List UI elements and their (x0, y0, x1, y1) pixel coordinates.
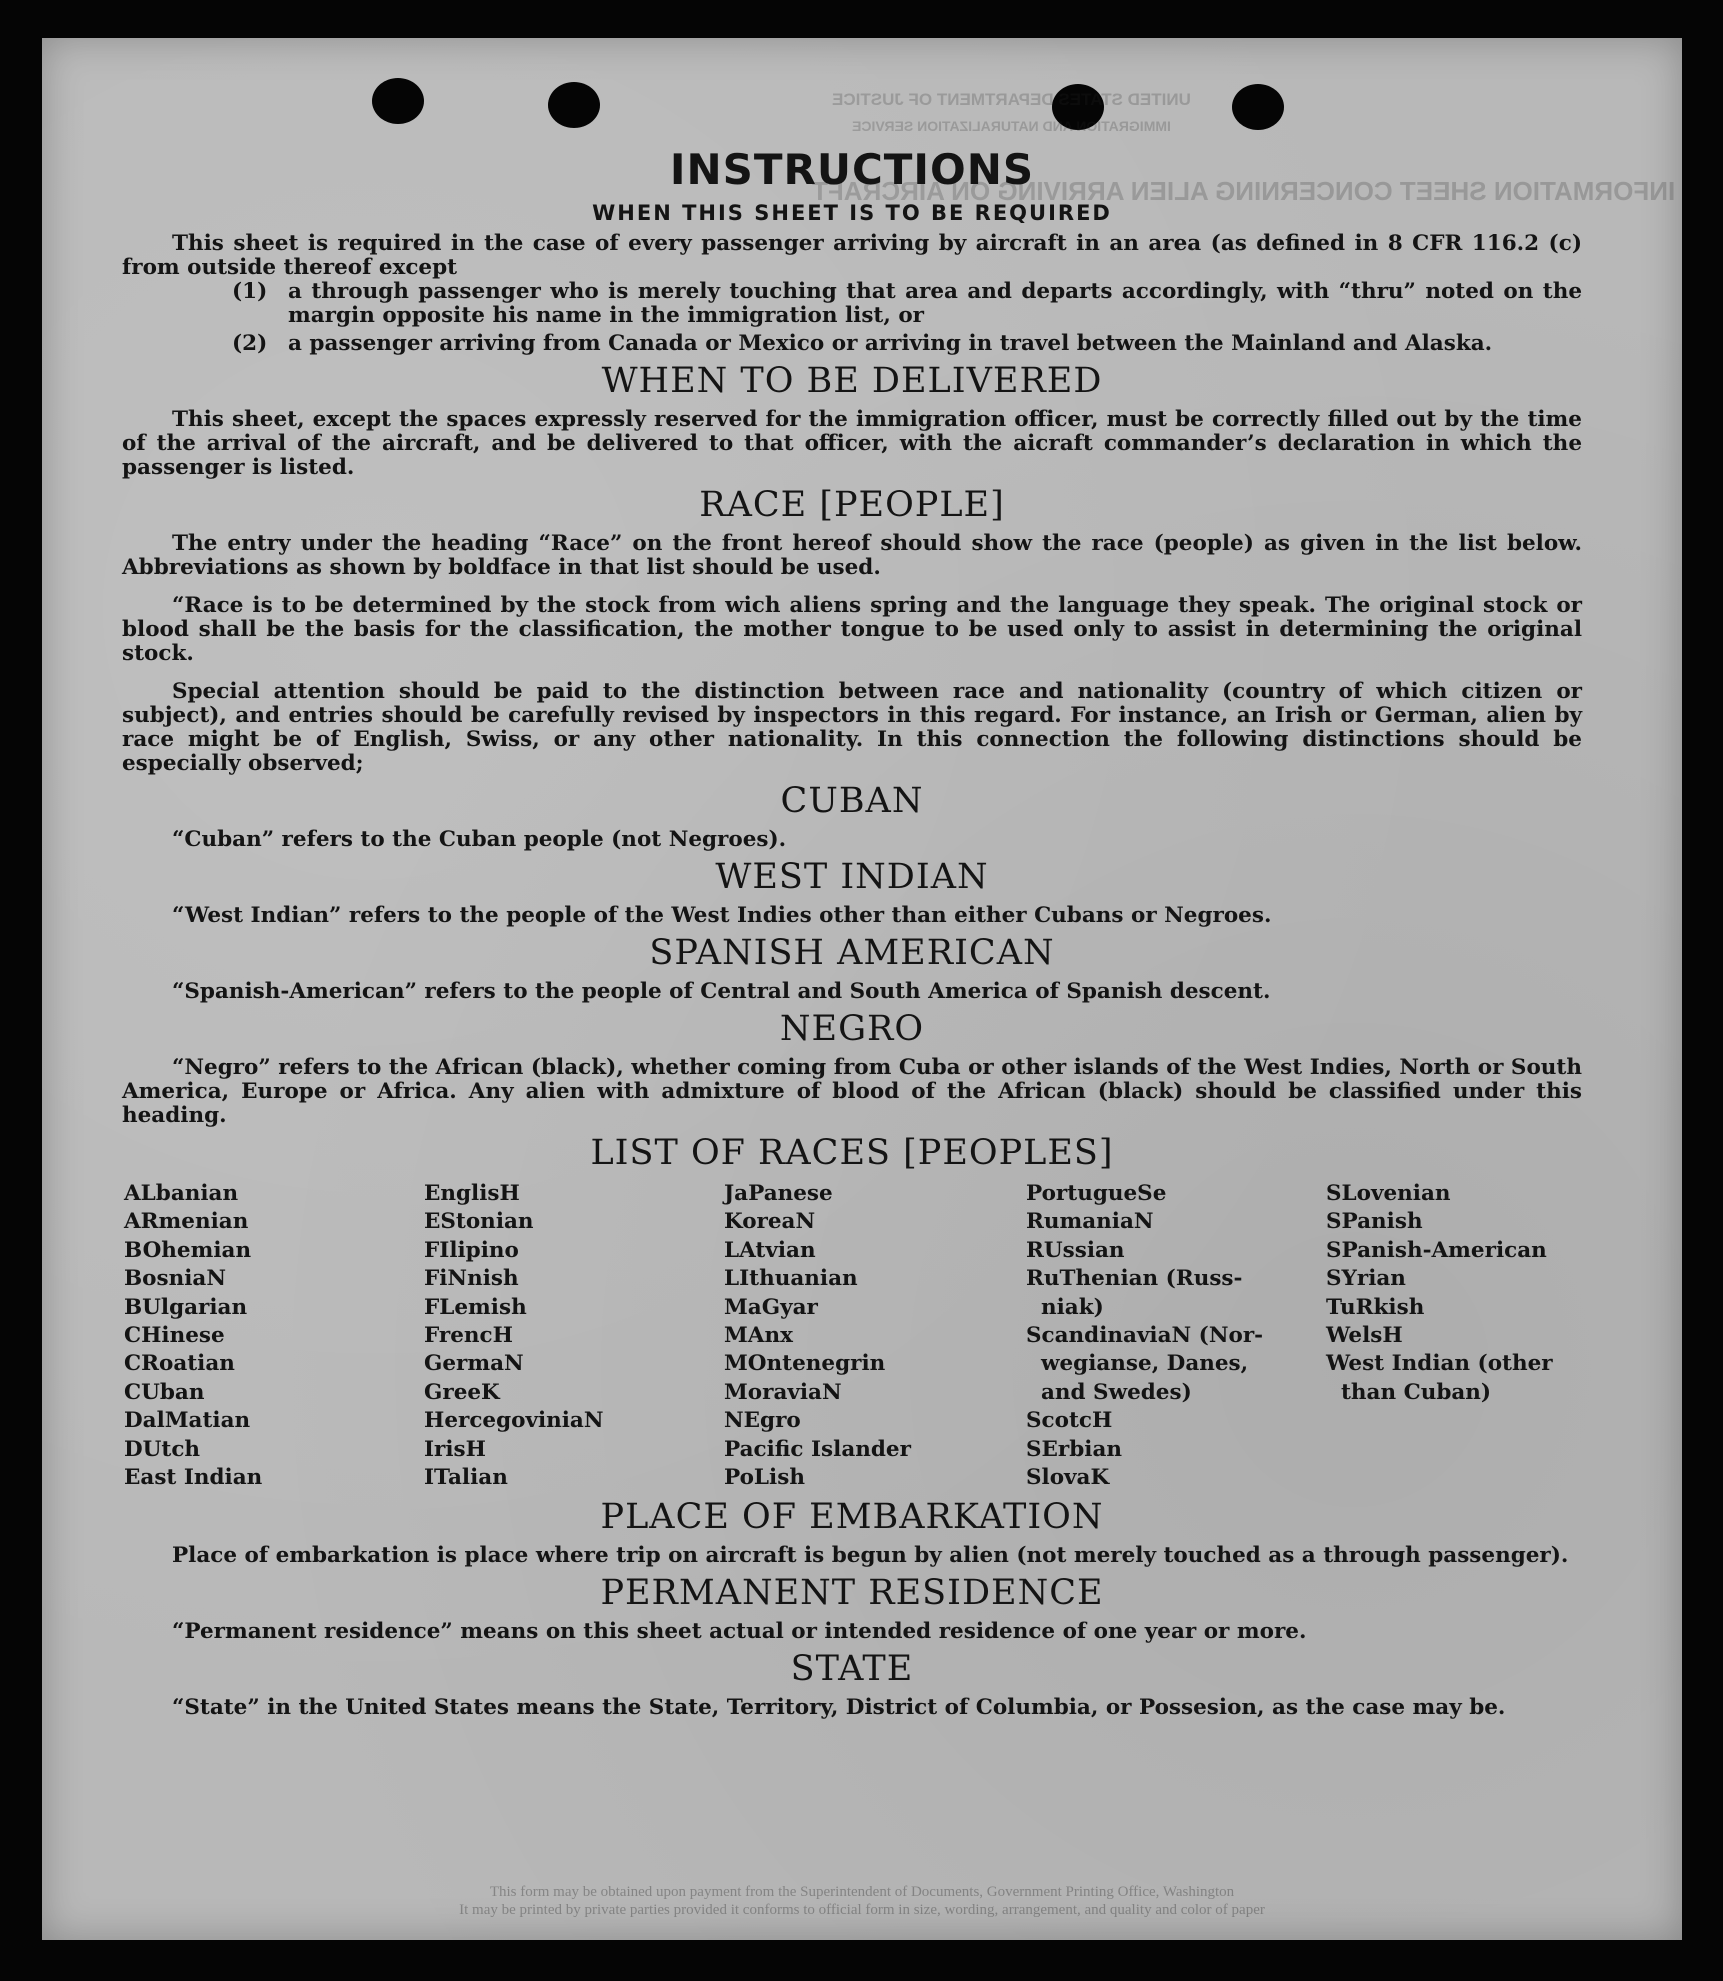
race-entry: FiNnish (424, 1266, 519, 1292)
race-entry: RumaniaN (1026, 1209, 1154, 1235)
cuban-text: “Cuban” refers to the Cuban people (not Negroes). (172, 827, 787, 852)
exception-number: (1) (232, 279, 268, 304)
heading-embarkation: PLACE OF EMBARKATION (600, 1497, 1104, 1538)
state-text: “State” in the United States means the State, Territory, District of Columbia, or Possesion, as the case may be. (172, 1695, 1506, 1721)
races-list (124, 1180, 1582, 1492)
race-entry: wegianse, Danes, (1026, 1351, 1249, 1377)
race-entry: EnglisH (424, 1181, 520, 1206)
show-through-service: IMMIGRATION AND NATURALIZATION SERVICE (852, 118, 1171, 134)
race-entry: East Indian (124, 1465, 263, 1491)
race-entry: ScotcH (1026, 1408, 1113, 1434)
exception-item (122, 332, 1582, 356)
exception-number: (2) (232, 331, 268, 356)
race-entry: FrencH (424, 1323, 513, 1349)
negro-text: “Negro” refers to the African (black), whether coming from Cuba or other islands of the West Indies, North or South America, Europe or Africa. Any alien with admixture of blood of the African (black) should be classified under this heading. (122, 1055, 1582, 1128)
race-entry: Pacific Islander (724, 1436, 911, 1462)
exception-text: a through passenger who is merely touching that area and departs accordingly, with “thru” noted on the margin opposite his name in the immigration list, or (288, 279, 1582, 328)
race-entry: MoraviaN (724, 1379, 842, 1405)
requirement-intro: This sheet is required in the case of every passenger arriving by aircraft in an area (as defined in 8 CFR 116.2 (c) from outside thereof except (122, 231, 1582, 280)
race-entry: BOhemian (124, 1237, 252, 1263)
race-entry: SPanish (1326, 1209, 1423, 1235)
footer-line: This form may be obtained upon payment from the Superintendent of Documents, Government Printing Office, Washington (489, 1884, 1235, 1900)
race-entry: IrisH (424, 1436, 486, 1462)
race-entry: ALbanian (124, 1181, 239, 1206)
race-entry: JaPanese (724, 1181, 833, 1206)
race-entry: GreeK (424, 1379, 500, 1405)
race-entry: LIthuanian (724, 1266, 858, 1292)
heading-state: STATE (790, 1649, 914, 1690)
exception-item (122, 280, 1582, 328)
race-entry: WelsH (1326, 1323, 1403, 1349)
race-entry: PortugueSe (1026, 1181, 1167, 1206)
race-entry: LAtvian (724, 1237, 816, 1263)
race-entry: niak) (1026, 1294, 1104, 1320)
page-subtitle: WHEN THIS SHEET IS TO BE REQUIRED (592, 201, 1112, 225)
race-entry: SlovaK (1026, 1465, 1110, 1491)
race-paragraph-3: Special attention should be paid to the distinction between race and nationality (country of which citizen or subject), and entries should be carefully revised by inspectors in this regard. For instance, an Irish or German, alien by race might be of English, Swiss, or any other nationality. In this connection the following distinctions should be especially observed; (122, 679, 1582, 776)
punch-hole-4 (1232, 84, 1284, 130)
race-entry: than Cuban) (1326, 1379, 1492, 1405)
races-column (1326, 1180, 1626, 1492)
race-entry: CRoatian (124, 1351, 235, 1377)
race-entry: MAnx (724, 1323, 793, 1349)
race-entry: CHinese (124, 1323, 225, 1349)
race-entry: NEgro (724, 1408, 801, 1434)
race-entry: SPanish-American (1326, 1237, 1547, 1263)
instructions-content (122, 144, 1582, 1720)
race-entry: BUlgarian (124, 1294, 248, 1320)
race-entry: ITalian (424, 1465, 508, 1491)
race-entry: TuRkish (1326, 1294, 1425, 1320)
race-entry: GermaN (424, 1351, 524, 1377)
race-entry: BosniaN (124, 1266, 226, 1292)
heading-when-delivered: WHEN TO BE DELIVERED (601, 361, 1103, 401)
punch-hole-2 (548, 82, 600, 128)
races-column (1026, 1180, 1326, 1492)
race-entry: FIlipino (424, 1237, 519, 1263)
race-entry: EStonian (424, 1209, 534, 1235)
heading-spanish-american: SPANISH AMERICAN (649, 933, 1055, 973)
heading-race: RACE [PEOPLE] (699, 485, 1005, 525)
heading-list-of-races: LIST OF RACES [PEOPLES] (590, 1133, 1114, 1173)
exception-text: a passenger arriving from Canada or Mexico or arriving in travel between the Mainland and Alaska. (288, 331, 1493, 356)
race-paragraph-1: The entry under the heading “Race” on the front hereof should show the race (people) as given in the list below. Abbreviations as shown by boldface in that list should be used. (122, 531, 1582, 580)
west-indian-text: “West Indian” refers to the people of the West Indies other than either Cubans or Negroes. (172, 903, 1272, 928)
races-column (724, 1180, 1026, 1492)
race-entry: ARmenian (124, 1209, 249, 1235)
show-through-agency: UNITED STATES DEPARTMENT OF JUSTICE (832, 90, 1191, 109)
race-entry: RUssian (1026, 1237, 1125, 1263)
race-entry: HercegoviniaN (424, 1408, 604, 1434)
heading-permanent-residence: PERMANENT RESIDENCE (600, 1573, 1104, 1614)
race-entry: DUtch (124, 1436, 201, 1462)
race-entry: ScandinaviaN (Nor- (1026, 1323, 1264, 1349)
embarkation-text: Place of embarkation is place where trip on aircraft is begun by alien (not merely touched as a through passenger). (172, 1543, 1569, 1569)
races-column (124, 1180, 424, 1492)
delivered-text: This sheet, except the spaces expressly reserved for the immigration officer, must be correctly filled out by the time of the arrival of the aircraft, and be delivered to that officer, with the aicraft commander’s declaration in which the passenger is listed. (122, 407, 1582, 480)
race-entry: DalMatian (124, 1408, 251, 1434)
race-entry: and Swedes) (1026, 1379, 1192, 1405)
race-entry: SLovenian (1326, 1181, 1451, 1206)
race-entry: MaGyar (724, 1294, 818, 1320)
race-entry: SYrian (1326, 1266, 1406, 1292)
punch-hole-1 (372, 78, 424, 124)
footer-note (42, 1883, 1682, 1919)
footer-line: It may be printed by private parties provided it conforms to official form in size, wording, arrangement, and quality and color of paper (459, 1902, 1265, 1918)
spanish-american-text: “Spanish-American” refers to the people of Central and South America of Spanish descent. (172, 979, 1271, 1004)
race-paragraph-2: “Race is to be determined by the stock from wich aliens spring and the language they speak. The original stock or blood shall be the basis for the classification, the mother tongue to be used only to assist in determining the original stock. (122, 593, 1582, 666)
race-entry: KoreaN (724, 1209, 816, 1235)
heading-negro: NEGRO (779, 1009, 925, 1049)
race-entry: PoLish (724, 1465, 805, 1491)
heading-cuban: CUBAN (780, 781, 924, 821)
race-entry: MOntenegrin (724, 1351, 886, 1377)
race-entry: RuThenian (Russ- (1026, 1266, 1243, 1292)
race-entry: FLemish (424, 1294, 527, 1320)
show-through-form-title: INFORMATION SHEET CONCERNING ALIEN ARRIVING ON AIRCRAFT (812, 176, 1676, 206)
page-title: INSTRUCTIONS (669, 145, 1035, 194)
heading-west-indian: WEST INDIAN (715, 857, 989, 897)
race-entry: West Indian (other (1326, 1351, 1553, 1377)
document-sheet (42, 38, 1682, 1940)
residence-text: “Permanent residence” means on this sheet actual or intended residence of one year or more. (172, 1619, 1307, 1645)
races-column (424, 1180, 724, 1492)
race-entry: SErbian (1026, 1436, 1123, 1462)
race-entry: CUban (124, 1379, 205, 1405)
